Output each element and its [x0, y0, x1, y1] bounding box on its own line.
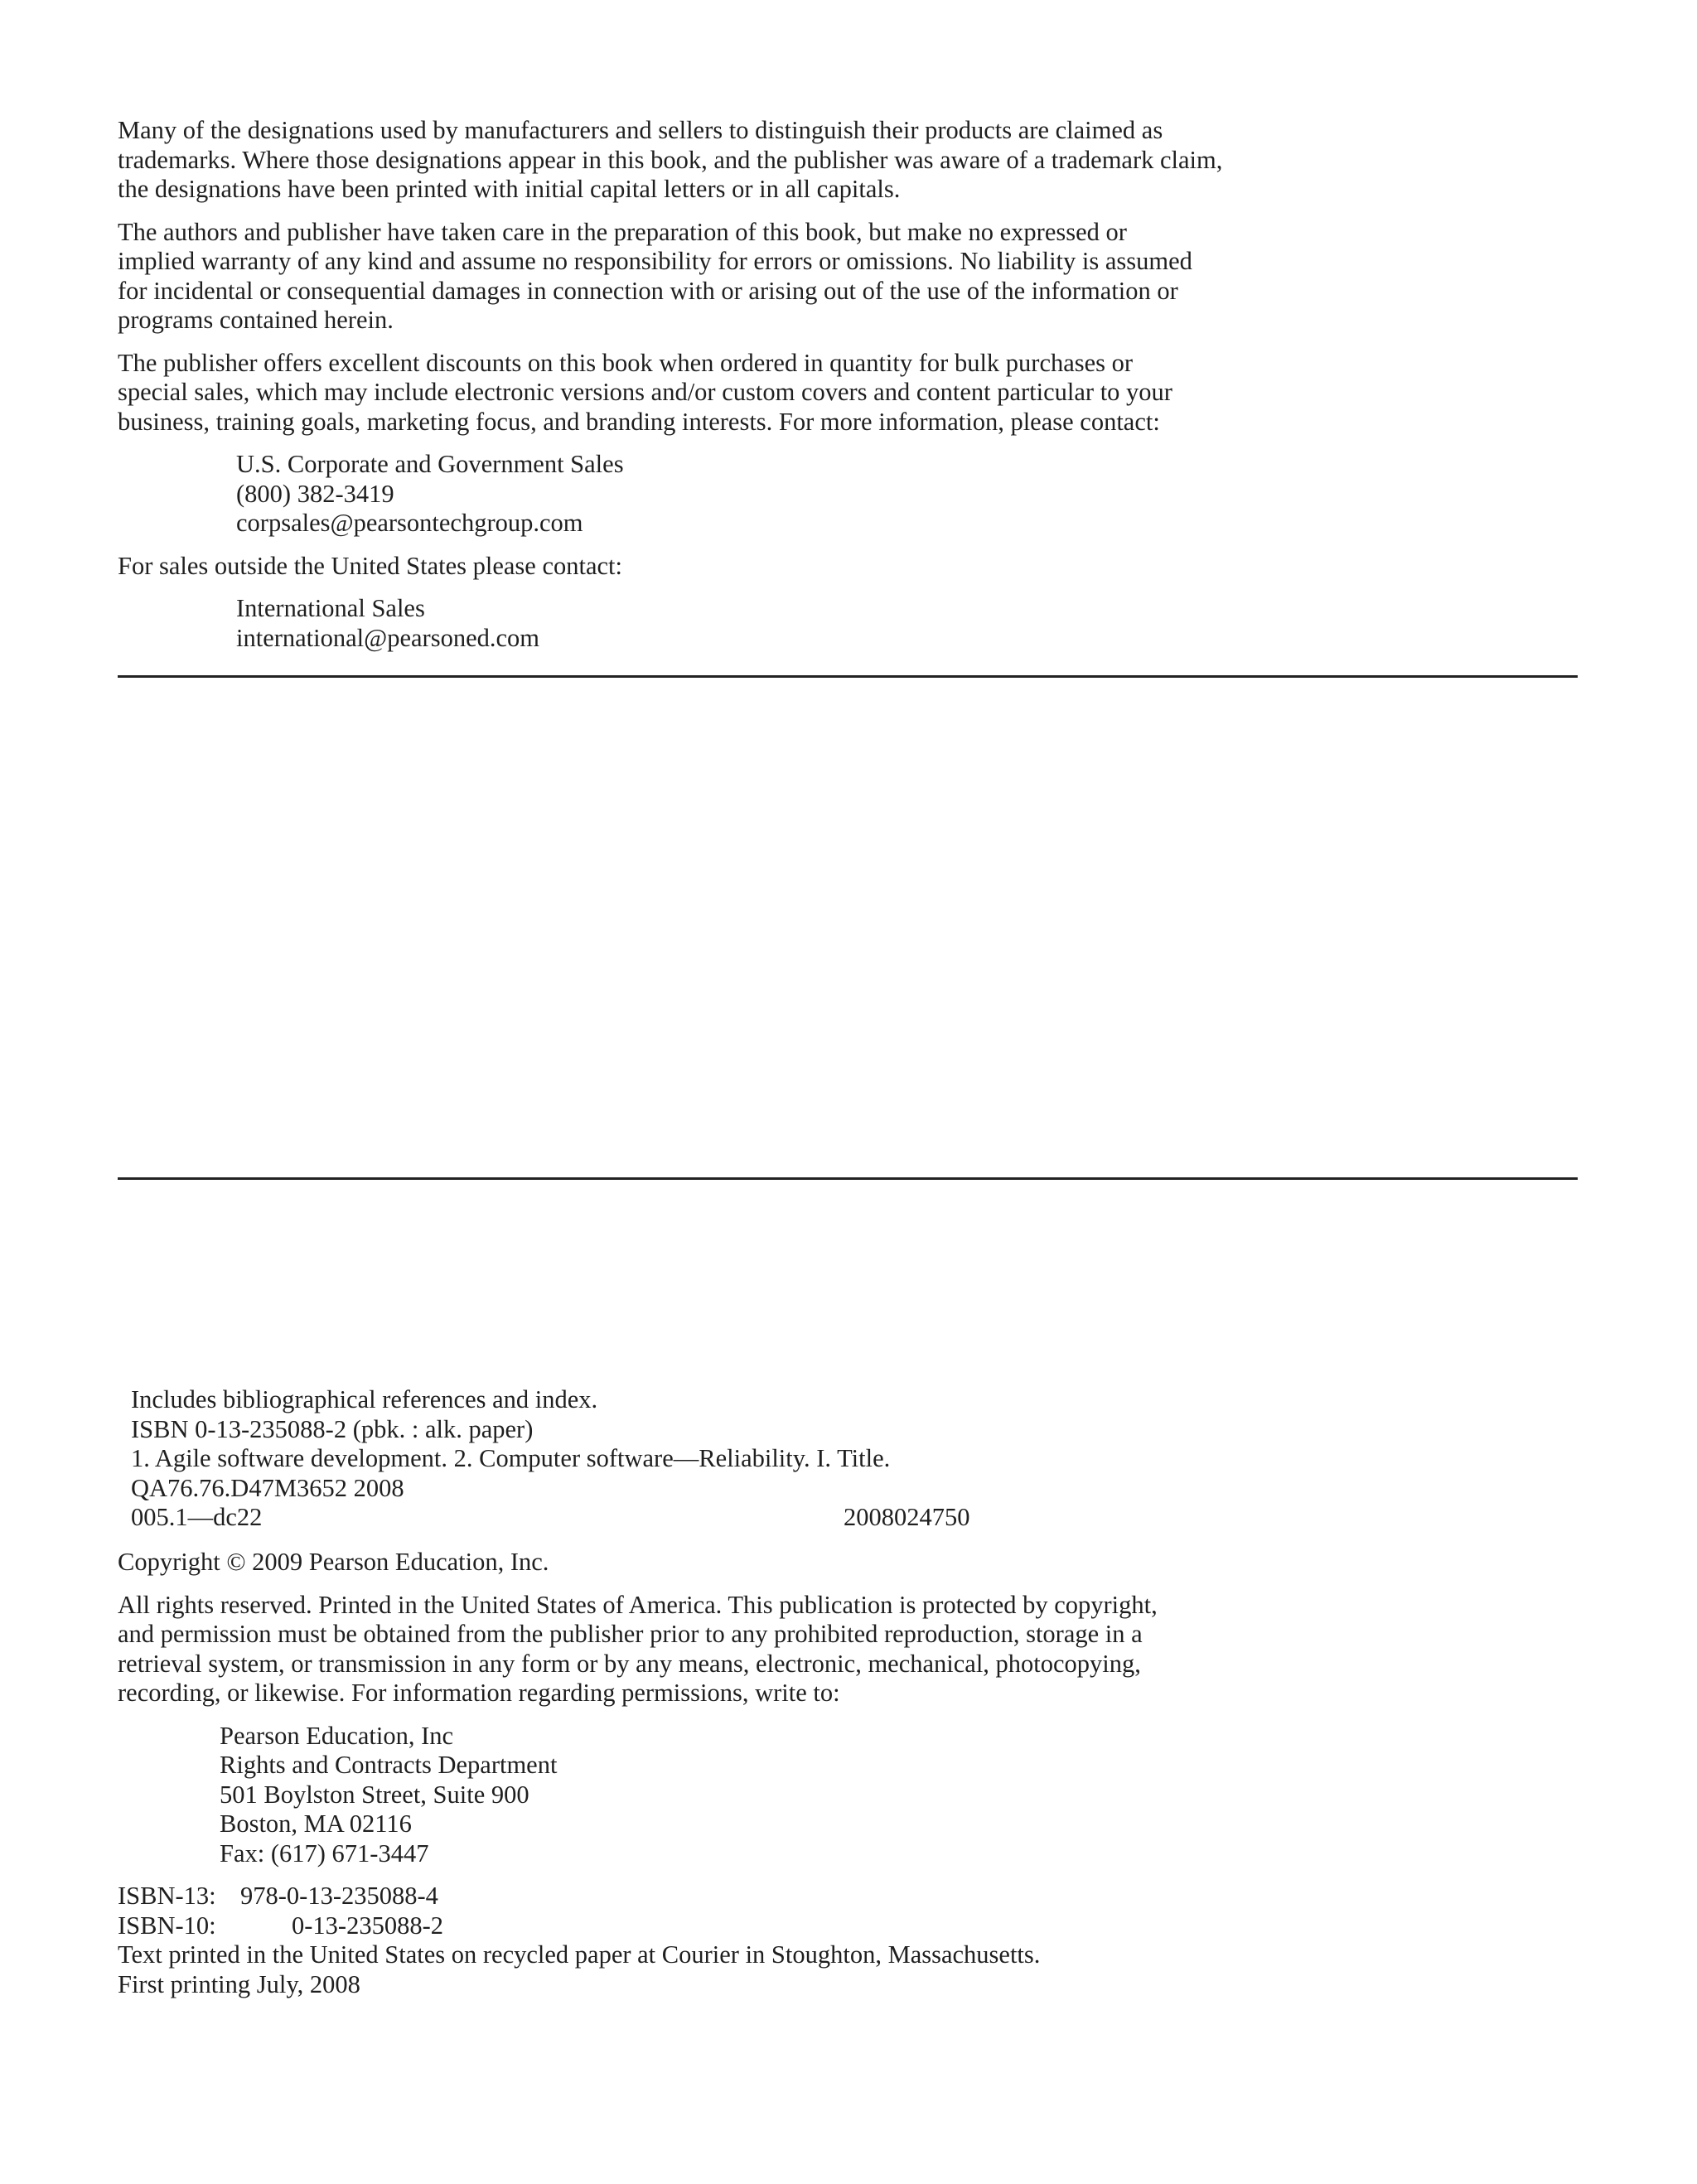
contact-name: International Sales [236, 594, 425, 622]
printing-note: Text printed in the United States on recycled paper at Courier in Stoughton, Massachusetts. [118, 1940, 1041, 1969]
bottom-rule [118, 1177, 1578, 1180]
address-line: Rights and Contracts Department [220, 1751, 558, 1779]
copyright-line [118, 1548, 1311, 1578]
text-line: and permission must be obtained from the publisher prior to any prohibited reproduction, storage in a [118, 1620, 1143, 1648]
contact-name: U.S. Corporate and Government Sales [236, 450, 624, 478]
international-contact [118, 594, 1576, 653]
top-rule [118, 675, 1578, 678]
cip-line: QA76.76.D47M3652 2008 [131, 1473, 404, 1502]
isbn10-row [118, 1911, 1443, 1941]
outside-us-intro [118, 552, 1311, 582]
cip-line: 1. Agile software development. 2. Computer software—Reliability. I. Title. [131, 1444, 891, 1472]
text-line: Many of the designations used by manufacturers and sellers to distinguish their products are claimed as [118, 116, 1163, 144]
isbn13-row [118, 1882, 1443, 1911]
front-matter-top [118, 116, 1576, 666]
cip-line-classification [131, 1503, 1125, 1533]
address-line: 501 Boylston Street, Suite 900 [220, 1780, 529, 1809]
cip-line: Includes bibliographical references and index. [131, 1385, 598, 1413]
discount-paragraph [118, 349, 1311, 437]
lccn: 2008024750 [844, 1503, 970, 1531]
copyright-section [118, 1548, 1443, 1999]
address-line: Pearson Education, Inc [220, 1721, 454, 1750]
text-line: The publisher offers excellent discounts on this book when ordered in quantity for bulk purchases or [118, 348, 1134, 377]
permissions-address [118, 1722, 1443, 1869]
contact-email: corpsales@pearsontechgroup.com [236, 509, 583, 537]
trademark-paragraph [118, 116, 1311, 205]
rights-paragraph [118, 1591, 1311, 1708]
dewey-number: 005.1—dc22 [131, 1503, 263, 1531]
first-printing: First printing July, 2008 [118, 1969, 360, 1998]
contact-email: international@pearsoned.com [236, 623, 539, 652]
text-line: programs contained herein. [118, 306, 394, 334]
isbn13-value: 978-0-13-235088-4 [240, 1882, 438, 1910]
cip-data-block [131, 1385, 1125, 1533]
text-line: business, training goals, marketing focus, and branding interests. For more information, please contact: [118, 407, 1160, 436]
isbn10-value: 0-13-235088-2 [292, 1911, 443, 1940]
text-line: The authors and publisher have taken care in the preparation of this book, but make no expressed or [118, 217, 1127, 246]
isbn13-label: ISBN-13: [118, 1882, 216, 1910]
isbn10-label: ISBN-10: [118, 1911, 216, 1940]
text-line: implied warranty of any kind and assume no responsibility for errors or omissions. No liability is assumed [118, 247, 1192, 275]
text-line: trademarks. Where those designations appear in this book, and the publisher was aware of a trademark claim, [118, 145, 1223, 174]
contact-phone: (800) 382-3419 [236, 479, 394, 508]
text-line: recording, or likewise. For information regarding permissions, write to: [118, 1679, 840, 1707]
text-line: retrieval system, or transmission in any form or by any means, electronic, mechanical, photocopying, [118, 1649, 1141, 1678]
us-sales-contact [118, 450, 1576, 539]
warranty-paragraph [118, 218, 1311, 336]
cip-line: ISBN 0-13-235088-2 (pbk. : alk. paper) [131, 1414, 534, 1443]
text-line: the designations have been printed with initial capital letters or in all capitals. [118, 175, 901, 203]
text-line: For sales outside the United States please contact: [118, 551, 623, 580]
address-line: Boston, MA 02116 [220, 1810, 412, 1838]
text-line: All rights reserved. Printed in the United States of America. This publication is protected by copyright, [118, 1590, 1158, 1619]
text-line: Copyright © 2009 Pearson Education, Inc. [118, 1548, 549, 1576]
isbn-block [118, 1882, 1443, 1999]
address-line: Fax: (617) 671-3447 [220, 1839, 429, 1868]
text-line: special sales, which may include electronic versions and/or custom covers and content particular to your [118, 378, 1172, 406]
text-line: for incidental or consequential damages in connection with or arising out of the use of the information or [118, 276, 1178, 305]
